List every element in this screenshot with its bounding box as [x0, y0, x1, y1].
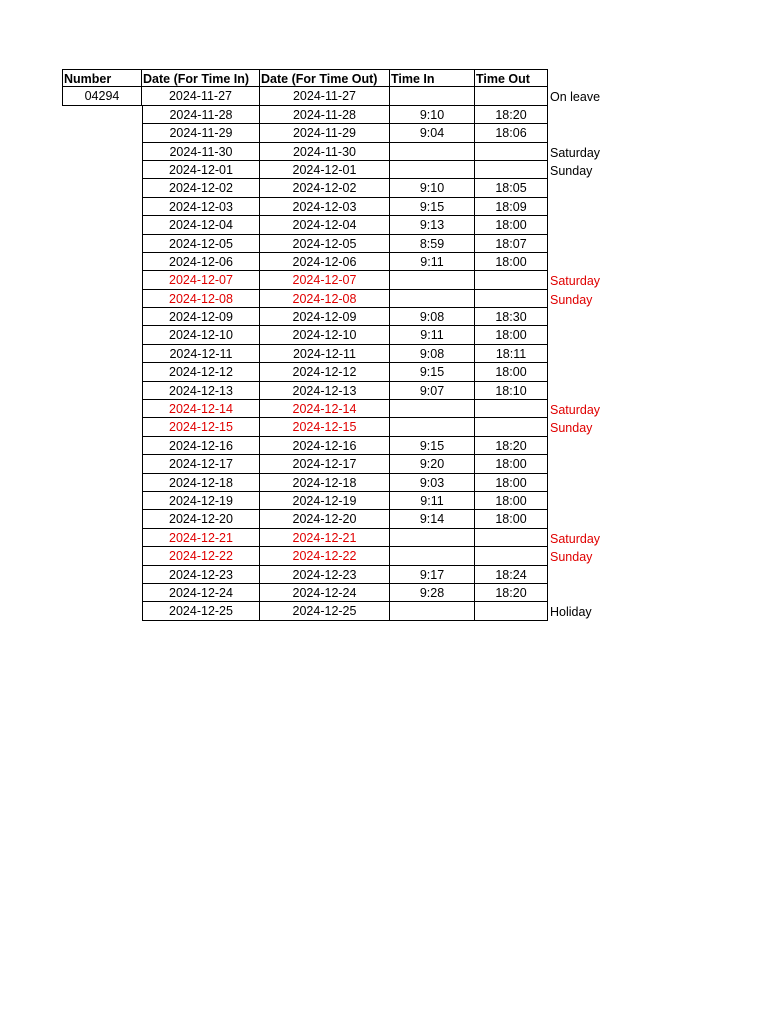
cell-date-out[interactable]: 2024-12-14 [260, 400, 390, 418]
cell-number[interactable] [62, 510, 142, 528]
cell-time-out[interactable] [475, 87, 548, 105]
cell-date-out[interactable]: 2024-11-27 [260, 87, 390, 105]
cell-number[interactable] [62, 400, 142, 418]
cell-time-out[interactable] [475, 290, 548, 308]
table-row [62, 345, 600, 363]
cell-date-in[interactable]: 2024-12-24 [142, 584, 260, 602]
table-row [62, 161, 600, 179]
cell-time-out[interactable] [475, 143, 548, 161]
cell-time-out[interactable]: 18:20 [475, 584, 548, 602]
cell-number[interactable] [62, 345, 142, 363]
header-date-out[interactable]: Date (For Time Out) [260, 69, 390, 87]
cell-date-in[interactable]: 2024-12-18 [142, 474, 260, 492]
table-row [62, 106, 600, 124]
cell-number[interactable] [62, 492, 142, 510]
cell-number[interactable] [62, 437, 142, 455]
cell-time-out[interactable]: 18:00 [475, 326, 548, 344]
cell-time-in[interactable] [390, 547, 475, 565]
row-note: Sunday [550, 421, 593, 436]
table-row [62, 474, 600, 492]
cell-time-in[interactable]: 9:08 [390, 345, 475, 363]
cell-time-out[interactable] [475, 418, 548, 436]
cell-date-in[interactable]: 2024-12-16 [142, 437, 260, 455]
cell-date-in[interactable]: 2024-12-19 [142, 492, 260, 510]
row-note: Saturday [550, 403, 601, 418]
cell-number[interactable] [62, 179, 142, 197]
cell-number[interactable] [62, 161, 142, 179]
cell-time-out[interactable] [475, 400, 548, 418]
cell-date-in[interactable]: 2024-12-01 [142, 161, 260, 179]
table-row [62, 418, 600, 436]
cell-number[interactable] [62, 326, 142, 344]
cell-number[interactable] [62, 290, 142, 308]
cell-time-in[interactable]: 9:15 [390, 198, 475, 216]
cell-time-out[interactable]: 18:00 [475, 474, 548, 492]
cell-time-in[interactable]: 9:03 [390, 474, 475, 492]
row-note [548, 326, 550, 344]
cell-number[interactable] [62, 106, 142, 124]
cell-time-in[interactable] [390, 143, 475, 161]
table-row [62, 566, 600, 584]
cell-time-in[interactable] [390, 290, 475, 308]
cell-date-in[interactable]: 2024-12-08 [142, 290, 260, 308]
cell-date-out[interactable]: 2024-12-08 [260, 290, 390, 308]
cell-date-out[interactable]: 2024-12-18 [260, 474, 390, 492]
cell-time-out[interactable]: 18:10 [475, 382, 548, 400]
cell-date-out[interactable]: 2024-12-12 [260, 363, 390, 381]
row-note [548, 566, 550, 584]
header-date-in[interactable]: Date (For Time In) [142, 69, 260, 87]
row-note: Sunday [550, 163, 593, 178]
cell-date-in[interactable]: 2024-11-30 [142, 143, 260, 161]
cell-time-in[interactable] [390, 161, 475, 179]
cell-date-out[interactable]: 2024-12-16 [260, 437, 390, 455]
cell-time-out[interactable]: 18:24 [475, 566, 548, 584]
cell-number[interactable] [62, 308, 142, 326]
table-row [62, 143, 600, 161]
cell-number[interactable] [62, 584, 142, 602]
cell-number[interactable] [62, 547, 142, 565]
cell-date-in[interactable]: 2024-11-27 [142, 87, 260, 105]
table-row [62, 179, 600, 197]
cell-date-in[interactable]: 2024-12-17 [142, 455, 260, 473]
table-row [62, 271, 600, 289]
cell-date-out[interactable]: 2024-12-19 [260, 492, 390, 510]
cell-date-out[interactable]: 2024-12-21 [260, 529, 390, 547]
cell-number[interactable] [62, 271, 142, 289]
cell-time-out[interactable]: 18:00 [475, 455, 548, 473]
table-row [62, 216, 600, 234]
cell-date-in[interactable]: 2024-12-05 [142, 235, 260, 253]
cell-number[interactable] [62, 216, 142, 234]
table-row [62, 235, 600, 253]
cell-number[interactable] [62, 474, 142, 492]
cell-date-out[interactable]: 2024-12-15 [260, 418, 390, 436]
cell-date-in[interactable]: 2024-12-15 [142, 418, 260, 436]
cell-date-in[interactable]: 2024-12-21 [142, 529, 260, 547]
data-rows [62, 87, 600, 620]
header-row [62, 69, 600, 87]
row-note [548, 492, 550, 510]
cell-date-in[interactable]: 2024-12-10 [142, 326, 260, 344]
row-note [548, 510, 550, 528]
cell-date-in[interactable]: 2024-12-03 [142, 198, 260, 216]
cell-number[interactable] [62, 235, 142, 253]
cell-date-out[interactable]: 2024-12-05 [260, 235, 390, 253]
cell-time-out[interactable]: 18:11 [475, 345, 548, 363]
cell-time-out[interactable]: 18:06 [475, 124, 548, 142]
cell-time-in[interactable]: 9:28 [390, 584, 475, 602]
cell-time-in[interactable] [390, 602, 475, 620]
cell-time-out[interactable]: 18:05 [475, 179, 548, 197]
table-row [62, 290, 600, 308]
cell-date-out[interactable]: 2024-12-02 [260, 179, 390, 197]
cell-number[interactable] [62, 602, 142, 620]
row-note [548, 474, 550, 492]
cell-number[interactable] [62, 418, 142, 436]
table-row [62, 510, 600, 528]
row-note: Sunday [550, 550, 593, 565]
cell-date-in[interactable]: 2024-12-11 [142, 345, 260, 363]
cell-date-in[interactable]: 2024-11-29 [142, 124, 260, 142]
cell-time-in[interactable]: 9:17 [390, 566, 475, 584]
cell-time-out[interactable]: 18:00 [475, 492, 548, 510]
cell-date-out[interactable]: 2024-12-24 [260, 584, 390, 602]
row-note [548, 382, 550, 400]
cell-date-in[interactable]: 2024-12-25 [142, 602, 260, 620]
cell-time-out[interactable]: 18:09 [475, 198, 548, 216]
cell-time-out[interactable] [475, 161, 548, 179]
row-note [548, 584, 550, 602]
cell-time-in[interactable]: 9:15 [390, 437, 475, 455]
row-note [548, 455, 550, 473]
cell-number[interactable] [62, 363, 142, 381]
cell-date-out[interactable]: 2024-11-30 [260, 143, 390, 161]
row-note: Holiday [550, 605, 592, 620]
row-note [548, 106, 550, 124]
row-note [548, 253, 550, 271]
cell-number[interactable] [62, 143, 142, 161]
cell-time-out[interactable] [475, 529, 548, 547]
cell-date-out[interactable]: 2024-12-03 [260, 198, 390, 216]
row-note [548, 198, 550, 216]
cell-date-in[interactable]: 2024-12-14 [142, 400, 260, 418]
table-row [62, 455, 600, 473]
cell-date-out[interactable]: 2024-12-25 [260, 602, 390, 620]
cell-date-out[interactable]: 2024-12-17 [260, 455, 390, 473]
attendance-sheet [62, 69, 600, 621]
cell-date-out[interactable]: 2024-11-29 [260, 124, 390, 142]
cell-date-out[interactable]: 2024-12-23 [260, 566, 390, 584]
row-note [548, 308, 550, 326]
cell-date-in[interactable]: 2024-12-12 [142, 363, 260, 381]
cell-date-in[interactable]: 2024-12-09 [142, 308, 260, 326]
row-note [548, 363, 550, 381]
cell-date-out[interactable]: 2024-12-04 [260, 216, 390, 234]
table-row [62, 492, 600, 510]
cell-date-out[interactable]: 2024-12-10 [260, 326, 390, 344]
cell-time-out[interactable]: 18:00 [475, 363, 548, 381]
table-row [62, 529, 600, 547]
row-note: Saturday [550, 531, 601, 546]
table-row [62, 437, 600, 455]
cell-date-out[interactable]: 2024-12-11 [260, 345, 390, 363]
cell-number[interactable] [62, 124, 142, 142]
row-note [548, 124, 550, 142]
cell-time-in[interactable]: 9:11 [390, 253, 475, 271]
cell-date-in[interactable]: 2024-12-04 [142, 216, 260, 234]
cell-time-in[interactable] [390, 529, 475, 547]
cell-number[interactable] [62, 253, 142, 271]
cell-time-in[interactable]: 9:11 [390, 492, 475, 510]
cell-date-out[interactable]: 2024-12-06 [260, 253, 390, 271]
table-row [62, 602, 600, 620]
cell-time-out[interactable]: 18:07 [475, 235, 548, 253]
table-row [62, 363, 600, 381]
cell-time-in[interactable]: 9:10 [390, 179, 475, 197]
cell-date-in[interactable]: 2024-12-06 [142, 253, 260, 271]
row-note [548, 235, 550, 253]
table-row [62, 326, 600, 344]
row-note: On leave [550, 90, 601, 105]
row-note [548, 179, 550, 197]
cell-date-in[interactable]: 2024-12-20 [142, 510, 260, 528]
header-number[interactable]: Number [62, 69, 142, 87]
cell-time-in[interactable]: 9:13 [390, 216, 475, 234]
cell-time-in[interactable] [390, 400, 475, 418]
table-row [62, 308, 600, 326]
cell-number[interactable]: 04294 [62, 87, 142, 105]
cell-date-in[interactable]: 2024-12-22 [142, 547, 260, 565]
cell-time-out[interactable]: 18:00 [475, 510, 548, 528]
cell-time-in[interactable]: 9:07 [390, 382, 475, 400]
cell-date-out[interactable]: 2024-12-13 [260, 382, 390, 400]
cell-time-in[interactable] [390, 87, 475, 105]
cell-date-in[interactable]: 2024-12-23 [142, 566, 260, 584]
row-note [548, 437, 550, 455]
cell-time-out[interactable] [475, 547, 548, 565]
cell-date-out[interactable]: 2024-12-22 [260, 547, 390, 565]
row-note [548, 216, 550, 234]
cell-time-out[interactable]: 18:20 [475, 437, 548, 455]
cell-date-out[interactable]: 2024-12-01 [260, 161, 390, 179]
header-time-out[interactable]: Time Out [475, 69, 548, 87]
cell-date-out[interactable]: 2024-11-28 [260, 106, 390, 124]
table-row [62, 198, 600, 216]
cell-time-in[interactable] [390, 271, 475, 289]
cell-time-in[interactable]: 9:11 [390, 326, 475, 344]
cell-time-out[interactable] [475, 271, 548, 289]
cell-date-out[interactable]: 2024-12-07 [260, 271, 390, 289]
cell-date-in[interactable]: 2024-11-28 [142, 106, 260, 124]
row-note: Saturday [550, 145, 601, 160]
row-note: Sunday [550, 292, 593, 307]
cell-time-in[interactable]: 9:15 [390, 363, 475, 381]
cell-time-out[interactable]: 18:00 [475, 253, 548, 271]
cell-date-out[interactable]: 2024-12-20 [260, 510, 390, 528]
cell-time-in[interactable]: 9:08 [390, 308, 475, 326]
cell-time-in[interactable] [390, 418, 475, 436]
cell-time-out[interactable]: 18:20 [475, 106, 548, 124]
cell-time-in[interactable]: 9:10 [390, 106, 475, 124]
cell-time-out[interactable]: 18:30 [475, 308, 548, 326]
table-row [62, 400, 600, 418]
cell-time-in[interactable]: 9:04 [390, 124, 475, 142]
cell-time-in[interactable]: 9:14 [390, 510, 475, 528]
cell-number[interactable] [62, 529, 142, 547]
cell-time-out[interactable] [475, 602, 548, 620]
cell-date-in[interactable]: 2024-12-07 [142, 271, 260, 289]
cell-date-in[interactable]: 2024-12-02 [142, 179, 260, 197]
table-row [62, 584, 600, 602]
cell-time-in[interactable]: 8:59 [390, 235, 475, 253]
cell-time-out[interactable]: 18:00 [475, 216, 548, 234]
cell-number[interactable] [62, 566, 142, 584]
cell-number[interactable] [62, 455, 142, 473]
cell-date-out[interactable]: 2024-12-09 [260, 308, 390, 326]
header-time-in[interactable]: Time In [390, 69, 475, 87]
cell-time-in[interactable]: 9:20 [390, 455, 475, 473]
table-row [62, 547, 600, 565]
cell-number[interactable] [62, 198, 142, 216]
table-row [62, 87, 600, 105]
table-row [62, 124, 600, 142]
row-note: Saturday [550, 274, 601, 289]
table-row [62, 382, 600, 400]
table-row [62, 253, 600, 271]
cell-number[interactable] [62, 382, 142, 400]
row-note [548, 345, 550, 363]
cell-date-in[interactable]: 2024-12-13 [142, 382, 260, 400]
